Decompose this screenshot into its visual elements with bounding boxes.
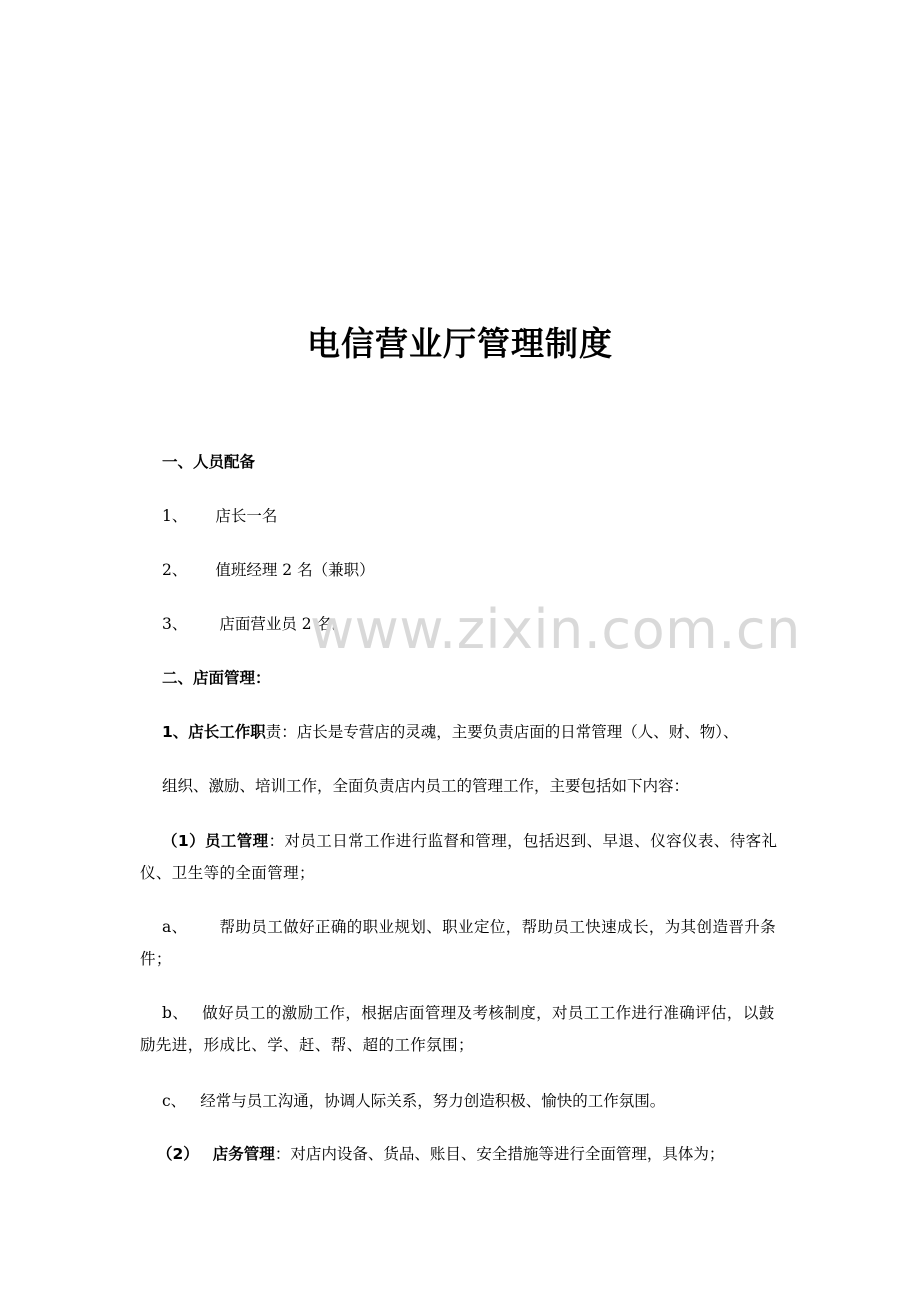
subitem-a-text: 帮助员工做好正确的职业规划、职业定位，帮助员工快速成长，为其创造晋升条件； (140, 918, 777, 968)
staffing-item-1-number: 1、 (162, 507, 188, 525)
store-affairs-label: 店务管理 (212, 1145, 275, 1163)
subitem-b-paragraph (140, 997, 783, 1061)
store-affairs-number: （2） (157, 1145, 199, 1163)
staffing-item-1 (162, 505, 277, 527)
staff-management-paragraph (140, 825, 783, 889)
subitem-b-text: 做好员工的激励工作，根据店面管理及考核制度，对员工工作进行准确评估，以鼓励先进，形成比、学、赶、帮、超的工作氛围； (140, 1004, 775, 1054)
staffing-item-2-text: 值班经理 2 名（兼职） (215, 561, 375, 579)
staffing-item-2-number: 2、 (162, 561, 188, 579)
watermark-text: www.zixin.com.cn (310, 598, 801, 661)
store-affairs-line (157, 1143, 724, 1165)
subitem-b-number: b、 (162, 1004, 189, 1022)
section-heading-store-management: 二、店面管理： (162, 669, 271, 687)
store-manager-duty-line1 (162, 721, 739, 743)
staffing-item-3-text: 店面营业员 2 名。 (219, 615, 348, 633)
store-manager-duty-label: 1、店长工作职 (162, 723, 266, 741)
staffing-item-3 (162, 613, 348, 635)
document-title: 电信营业厅管理制度 (307, 324, 613, 363)
staffing-item-2 (162, 559, 375, 581)
staff-management-text: ：对员工日常工作进行监督和管理，包括迟到、早退、仪容仪表、待客礼仪、卫生等的全面管理； (140, 832, 778, 882)
subitem-a-number: a、 (162, 918, 188, 936)
subitem-a-paragraph (140, 911, 783, 975)
section-heading-staffing: 一、人员配备 (162, 453, 256, 471)
staffing-item-1-text: 店长一名 (215, 507, 278, 525)
store-affairs-text: ：对店内设备、货品、账目、安全措施等进行全面管理，具体为； (274, 1145, 725, 1163)
subitem-c-line (162, 1090, 665, 1112)
staff-management-label: （1）员工管理 (162, 832, 269, 850)
subitem-c-text: 经常与员工沟通，协调人际关系，努力创造积极、愉快的工作氛围。 (200, 1092, 666, 1110)
staffing-item-3-number: 3、 (162, 615, 188, 633)
store-manager-duty-text: 责：店长是专营店的灵魂，主要负责店面的日常管理（人、财、物）、 (265, 723, 739, 741)
store-manager-duty-line2: 组织、激励、培训工作，全面负责店内员工的管理工作，主要包括如下内容： (162, 777, 690, 795)
subitem-c-number: c、 (162, 1092, 187, 1110)
